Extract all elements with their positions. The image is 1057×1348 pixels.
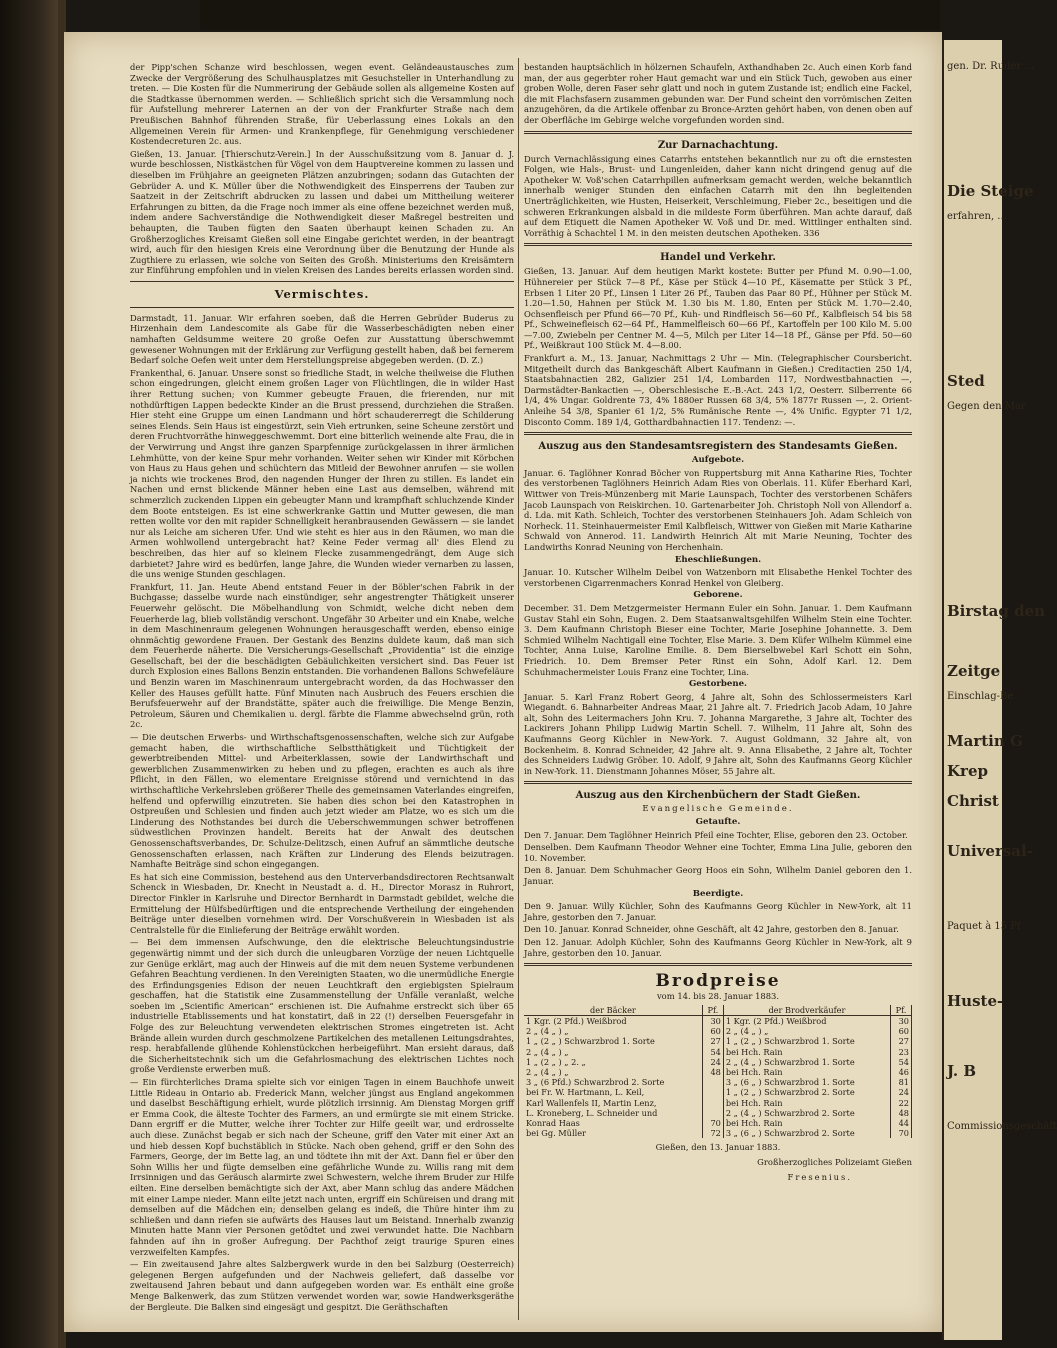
price-left: 54 [702, 1047, 723, 1057]
paragraph: Es hat sich eine Commission, bestehend aus den Unterverbandsdirectoren Rechtsanwalt Schenck in Wiesbaden, Dr. Knecht in Neustadt a. d. H., Director Morasz in Ruhrort, Director Finkler in Karlsruhe und Director Bernhardt in Darmstadt gebildet, welche die Ermittelung der Hülfsbedürftigen und die entsprechende Vertheilung der eingehenden Beiträge unter dieselben vornehmen wird. Der Vorschußverein in Wiesbaden ist als Centralstelle für die Einlieferung der Beiträge erwählt worden. [130, 871, 514, 935]
table-row [524, 1128, 912, 1138]
fragment-text: Martin G [947, 732, 1023, 750]
price-left [702, 1108, 723, 1118]
table-row [524, 1015, 912, 1026]
adjacent-page-edge [942, 40, 1057, 1340]
section-heading-vermischtes: Vermischtes. [274, 286, 370, 301]
divider [524, 432, 912, 435]
table-row [524, 1077, 912, 1087]
brodpreise-table [524, 1005, 912, 1139]
item-left: Konrad Haas [526, 1117, 580, 1128]
price-right: 48 [891, 1108, 912, 1118]
price-right: 27 [891, 1036, 912, 1046]
price-left: 24 [702, 1057, 723, 1067]
item-right: bei Hch. Rain [725, 1097, 783, 1108]
item-left: 1 „ (2 „ ) „ 2. „ [526, 1056, 586, 1067]
item-left: 1 Kgr. (2 Pfd.) Weißbrod [526, 1015, 627, 1026]
divider [130, 307, 514, 308]
price-right: 22 [891, 1098, 912, 1108]
price-right: 44 [891, 1118, 912, 1128]
paragraph: — Ein zweitausend Jahre altes Salzbergwerk wurde in den bei Salzburg (Oesterreich) gelegenen Bergen aufgefunden und der Nachweis geliefert, daß dasselbe vor zweitausend Jahren bebaut und dann aufgegeben worden war. Es enthält eine große Menge Balkenwerk, das zum Stützen verwendet worden war, sowie Handwerksgeräthe der Bergleute. Die Balken sind eingesägt und gespitzt. Die Geräthschaften [130, 1259, 514, 1312]
item-left: bei Fr. W. Hartmann, L. Keil, [526, 1087, 645, 1098]
subheading-getaufte: Getaufte. [695, 817, 741, 828]
item-left: 1 „ (2 „ ) Schwarzbrod 1. Sorte [526, 1036, 655, 1047]
paragraph: Januar. 5. Karl Franz Robert Georg, 4 Jahre alt, Sohn des Schlossermeisters Karl Wiegandt. 6. Bahnarbeiter Andreas Maar, 21 Jahre alt. 7. Friedrich Jacob Adam, 10 Jahre alt, Sohn des Leitermachers John Kru. 7. Johanna Margarethe, 3 Jahre alt, Tochter des Lackirers Johann Philipp Ludwig Martin Schell. 7. Wilhelm, 11 Jahre alt, Sohn des Kaufmanns Georg Küchler in New-York. 7. August Goldmann, 32 Jahre alt, von Bockenheim. 8. Konrad Schneider, 42 Jahre alt. 9. Anna Elisabethe, 2 Jahre alt, Tochter des Schneiders Ludwig Gröber. 10. Adolf, 9 Jahre alt, Sohn des Kaufmanns Georg Küchler in New-York. 11. Dienstmann Johannes Möser, 55 Jahre alt. [524, 691, 912, 776]
paragraph: Gießen, 13. Januar. [Thierschutz-Verein.] In der Ausschußsitzung vom 8. Januar d. J. wurde beschlossen, Nistkästchen für Vögel von dem Hauptvereine kommen zu lassen und dieselben im Frühjahre an geeigneten Plätzen anzubringen; sodann das Gutachten der Gebrüder A. und K. Müller über die Nothwendigkeit des Einsperrens der Tauben zur Saatzeit in der Zeitschrift abdrucken zu lassen und dabei um Mittheilung weiterer Erfahrungen zu bitten, da die Frage noch immer als eine offene bezeichnet werden muß, indem andere Sachverständige die Nothwendigkeit dieser Maßregel bestreiten und behaupten, die Tauben fügten den Saaten überhaupt keinen Schaden zu. An Großherzogliches Kreisamt Gießen soll eine Eingabe gerichtet werden, in der beantragt wird, auch für den hiesigen Kreis eine Verordnung über die Benutzung der Hunde als Zugthiere zu erlassen, wie solche von Seiten des Großh. Ministeriums den Kreisämtern zur Einführung empfohlen und in vielen Kreisen des Landes bereits erlassen worden sind. [130, 148, 514, 276]
paragraph: Frankenthal, 6. Januar. Unsere sonst so friedliche Stadt, in welche theilweise die Fluthen schon eingedrungen, gleicht einem großen Lager von Flüchtlingen, die in wilder Hast ihrer Rettung suchen; von Kummer gebeugte Frauen, die frierenden, nur mit nothdürftigen Lappen bedeckte Kinder an die Brust pressend, durchziehen die Straßen. Hier steht eine Gruppe um einen Landmann und hört schaudererregt die Schilderung seines Elends. Sein Haus ist eingestürzt, sein Vieh ertrunken, seine Scheune zerstört und deren Fruchtvorräthe hinweggeschwemmt. Dort eine bitterlich weinende alte Frau, die in der Verwirrung und Angst ihre ganzen Sparpfennige zurückgelassen in ihrer ärmlichen Lehmhütte, von der keine Spur mehr vorhanden. Weiter sehen wir Kinder mit Körbchen von Haus zu Haus gehen und schüchtern das Mitleid der Bewohner anrufen — sie wollen ja nichts wie trockenes Brod, den nagenden Hunger der Ihren zu stillen. Es landet ein Nachen und ernst blickende Männer heben eine Last aus demselben, während mit schmerzlich zuckenden Lippen ein gebeugter Mann und krampfhaft schluchzende Kinder dem Boote entsteigen. Es ist eine schwerkranke Gattin und Mutter gewesen, die man retten wollte vor den mit rapider Schnelligkeit heranbrausenden Gewässern — sie landet nur als Leiche am sicheren Ufer. Und wie steht es hier aus in den Räumen, wo man die Armen wohlwollend untergebracht hat? Keine Feder vermag all' dies Elend zu beschreiben, das hier auf so kleinem Flecke zusammengedrängt, dem Auge sich darbietet? Jahre wird es bedürfen, lange Jahre, die Wunden wieder vernarben zu lassen, die uns wenige Stunden geschlagen. [130, 367, 514, 580]
header-pf: Pf. [891, 1005, 912, 1016]
section-heading-kirchenbuecher: Auszug aus den Kirchenbüchern der Stadt Gießen. [575, 790, 861, 802]
fragment-text: gen. Dr. Ruder ... [947, 61, 1034, 72]
table-row [524, 1087, 912, 1097]
book-edge [0, 0, 58, 1348]
table-row [524, 1036, 912, 1046]
fragment-text: Commissionsgeschäft [947, 1121, 1057, 1132]
price-right: 60 [891, 1026, 912, 1036]
item-right: 1 „ (2 „ ) Schwarzbrod 2. Sorte [725, 1087, 855, 1098]
item-right: 1 „ (2 „ ) Schwarzbrod 1. Sorte [725, 1036, 855, 1047]
paragraph: December. 31. Dem Metzgermeister Hermann Euler ein Sohn. Januar. 1. Dem Kaufmann Gustav Stahl ein Sohn, Eugen. 2. Dem Staatsanwaltsgehilfen Wilhelm Stein eine Tochter. 3. Dem Kaufmann Christoph Bieser eine Tochter, Marie Josephine Johannette. 3. Dem Schmied Wilhelm Nachtigall eine Tochter, Else Marie. 3. Dem Küfer Wilhelm Kümmel eine Tochter, Anna Luise, Karoline Emilie. 8. Dem Bierselbwebel Karl Schott ein Sohn, Friedrich. 10. Dem Bremser Peter Rinst ein Sohn, Adolf Karl. 12. Dem Schuhmachermeister Louis Franz eine Tochter, Lina. [524, 602, 912, 677]
fragment-text: Birstag den [947, 602, 1046, 620]
paragraph: Darmstadt, 11. Januar. Wir erfahren soeben, daß die Herren Gebrüder Buderus zu Hirzenhain dem Landescomite als Gabe für die Wasserbeschädigten neben einer namhaften Geldsumme weitere 20 große Oefen zur Ausstattung überschwemmt gewesener Wohnungen mit der Erklärung zur Verfügung gestellt haben, daß bei fernerem Bedarf solche Oefen weit unter dem Herstellungspreise abgegeben werden. (D. Z.) [130, 312, 514, 366]
fragment-text: Universal- [947, 842, 1033, 860]
subheading-aufgebote: Aufgebote. [691, 455, 745, 466]
paragraph: — Bei dem immensen Aufschwunge, den die elektrische Beleuchtungsindustrie gegenwärtig nimmt und der sich durch die unleugbaren Vorzüge der neuen Lichtquelle zur Genüge erklärt, mag auch der Hinweis auf die mit dem neuen Systeme verbundenen Gefahren Beachtung verdienen. In den Vereinigten Staaten, wo die unermüdliche Energie des Erfindungsgenies Edison der neuen Leuchtkraft den ergiebigsten Spielraum geschaffen, hat die Statistik eine Zusammenstellung der Unfälle veranlaßt, welche soeben im „Scientific American“ erschienen ist. Die Aufnahme erstreckt sich über 65 industrielle Etablissements und hat konstatirt, daß in 22 (!) derselben Feuersgefahr in Folge des zur Beleuchtung verwendeten elektrischen Stromes eingetreten ist. Acht Brände allein wurden durch geschmolzene Partikelchen des metallenen Leitungsdrahtes, resp. herabfallende glühende Kohlenstückchen herbeigeführt. Man ersieht daraus, daß die Sicherheitstechnik sich um die Gefahrlosmachung des elektrischen Lichtes noch große Verdienste erwerben muß. [130, 937, 514, 1075]
brodpreise-title: Brodpreise [655, 971, 781, 992]
subheading-beerdigte: Beerdigte. [692, 888, 744, 899]
section-heading-handel: Handel und Verkehr. [660, 252, 776, 264]
item-right: 2 „ (4 „ ) Schwarzbrod 1. Sorte [725, 1056, 855, 1067]
fragment-text: Sted [947, 372, 985, 390]
price-left [702, 1077, 723, 1087]
header-brodverkaeufer: der Brodverkäufer [723, 1005, 890, 1016]
brodpreise-date: Gießen, den 13. Januar 1883. [655, 1142, 781, 1153]
item-right: 1 Kgr. (2 Pfd.) Weißbrod [725, 1015, 827, 1026]
price-left: 27 [702, 1036, 723, 1046]
fragment-text: Huste- [947, 992, 1004, 1010]
subheading-geborene: Geborene. [693, 590, 743, 601]
fragment-text: Christ [947, 792, 999, 810]
table-row [524, 1118, 912, 1128]
paragraph: Den 10. Januar. Konrad Schneider, ohne Geschäft, alt 42 Jahre, gestorben den 8. Januar. [524, 924, 899, 935]
right-column [524, 62, 912, 1182]
item-right: bei Hch. Rain [725, 1066, 783, 1077]
paragraph: Januar. 6. Taglöhner Konrad Böcher von Ruppertsburg mit Anna Katharine Ries, Tochter des verstorbenen Taglöhners Heinrich Adam Ries von Oberlais. 11. Küfer Eberhard Karl, Wittwer von Treis-Münzenberg mit Marie Launspach, Tochter des verstorbenen Schäfers Jacob Launspach von Reiskirchen. 10. Gartenarbeiter Joh. Christoph Noll von Allendorf a. d. Lda. mit Kath. Schleich, Tochter des verstorbenen Steinhauers Joh. Adam Schleich von Norheck. 11. Steinhauermeister Emil Kalbfleisch, Wittwer von Gießen mit Marie Katharine Schwald von Annerod. 11. Landwirth Heinrich Alt mit Marie Neuning, Tochter des Landwirths Konrad Neuning von Herchenhain. [524, 467, 912, 552]
subheading-evangelische-gemeinde: Evangelische Gemeinde. [642, 804, 794, 815]
brodpreise-period: vom 14. bis 28. Januar 1883. [656, 991, 780, 1002]
item-left: 3 „ (6 Pfd.) Schwarzbrod 2. Sorte [526, 1077, 665, 1088]
fragment-text: Zeitge [947, 662, 1001, 680]
fragment-text: erfahren, ... [947, 211, 1007, 222]
fragment-text: J. B [947, 1062, 977, 1080]
item-right: 2 „ (4 „ ) Schwarzbrod 2. Sorte [725, 1107, 855, 1118]
divider [524, 963, 912, 966]
table-row [524, 1057, 912, 1067]
brodpreise-authority: Großherzogliches Polizeiamt Gießen [757, 1156, 912, 1167]
table-row [524, 1108, 912, 1118]
price-left: 72 [702, 1128, 723, 1138]
item-right: 2 „ (4 „ ) „ [725, 1026, 769, 1037]
item-right: bei Hch. Rain [725, 1046, 783, 1057]
price-left: 70 [702, 1118, 723, 1128]
header-baecker: der Bäcker [524, 1005, 702, 1016]
paragraph: Den 12. Januar. Adolph Küchler, Sohn des Kaufmanns Georg Küchler in New-York, alt 9 Jahre, gestorben den 10. Januar. [524, 936, 912, 958]
left-column [130, 62, 514, 1314]
subheading-eheschliessungen: Eheschließungen. [674, 554, 762, 565]
paragraph: Den 9. Januar. Willy Küchler, Sohn des Kaufmanns Georg Küchler in New-York, alt 11 Jahre, gestorben den 7. Januar. [524, 901, 912, 922]
item-right: bei Hch. Rain [725, 1117, 783, 1128]
subheading-gestorbene: Gestorbene. [688, 679, 748, 690]
paragraph: Gießen, 13. Januar. Auf dem heutigen Markt kostete: Butter per Pfund M. 0.90—1.00, Hühnereier per Stück 7—8 Pf., Käse per Stück 4—10 Pf., Käsematte per Stück 3 Pf., Erbsen 1 Liter 20 Pf., Linsen 1 Liter 26 Pf., Tauben das Paar 80 Pf., Hühner per Stück M. 1.20—1.50, Hahnen per Stück M. 1.30 bis M. 1.80, Enten per Stück M. 1.70—2.40, Ochsenfleisch per Pfund 66—70 Pf., Kuh- und Rindfleisch 56—60 Pf., Kalbfleisch 54 bis 58 Pf., Schweinefleisch 62—64 Pf., Hammelfleisch 60—66 Pf., Kartoffeln per 100 Kilo M. 5.00—7.00, Zwiebeln per Centner M. 4—5, Milch per Liter 14—18 Pf., Gänse per Pfd. 50—60 Pf., Weißkraut 100 Stück M. 4—8.00. [524, 266, 912, 351]
divider [524, 243, 912, 246]
paragraph: Januar. 10. Kutscher Wilhelm Deibel von Watzenborn mit Elisabethe Henkel Tochter des verstorbenen Cigarrenmachers Konrad Henkel von Gleiberg. [524, 567, 912, 588]
section-heading-standesamt: Auszug aus den Standesamtsregistern des Standesamts Gießen. [538, 441, 898, 453]
paragraph: — Die deutschen Erwerbs- und Wirthschaftsgenossenschaften, welche sich zur Aufgabe gemacht haben, die wirthschaftliche Selbstthätigkeit und Tüchtigkeit der gewerbtreibenden Mittel- und Arbeiterklassen, sowie der Landwirthschaft und gewerblichen Zusammenwirken zu heben und zu pflegen, erachten es auch als ihre Pflicht, in den Fällen, wo elementare Ereignisse störend und vernichtend in das wirthschaftliche Verkehrsleben größerer Theile des gemeinsamen Vaterlandes eingreifen, helfend und opferwillig einzutreten. Sie haben dies schon bei den Katastrophen in Ostpreußen und Schlesien und finden auch jetzt wieder am Platze, wo es sich um die Linderung des Nothstandes bei durch die Ueberschwemmungen schwer betroffenen südwestlichen Provinzen handelt. Bereits hat der Anwalt des deutschen Genossenschaftsverbandes, Dr. Schulze-Delitzsch, einen Aufruf an sämmtliche deutsche Genossenschaften erlassen, nach Kräften zur Linderung des Elends beizutragen. Namhafte Beiträge sind schon eingegangen. [130, 732, 514, 870]
price-left: 60 [702, 1026, 723, 1036]
section-heading-darnachachtung: Zur Darnachachtung. [657, 139, 779, 151]
divider [130, 281, 514, 282]
paragraph: Frankfurt, 11. Jan. Heute Abend entstand Feuer in der Böbler'schen Fabrik in der Buchgasse; dasselbe wurde nach einstündiger, sehr angestrengter Thätigkeit unserer Feuerwehr gelöscht. Die Möbelhandlung von Schmidt, welche dicht neben dem Feuerherde lag, blieb vollständig verschont. Ungefähr 30 Arbeiter und ein Knabe, welche in dem Maschinenraum gelegenen Wohnungen herausgeschafft werden, ebenso einige ohnmächtig gewordene Frauen. Der Gestank des Benzins duldete kaum, daß man sich dem Feuerherde näherte. Die Versicherungs-Gesellschaft „Providentia“ ist die einzige Gesellschaft, bei der die beschädigten Gebäulichkeiten versichert sind. Das Feuer ist durch Explosion eines Ballons Benzin entstanden. Die vorhandenen Ballons Schwefeläure und Benzin waren im Maschinenraum untergebracht worden, da das Hochwasser den Keller des Hauses gefüllt hatte. Fünf Minuten nach Ausbruch des Feuers erschien die Berufsfeuerwehr auf der Brandstätte, später auch die freiwillige. Die Menge Benzin, Petroleum, Säuren und Chemikalien u. dergl. färbte die Flamme abwechselnd grün, roth 2c. [130, 581, 514, 730]
fragment-text: Paquet à 15 Pf [947, 921, 1021, 932]
fragment-text: Gegen den Mar [947, 401, 1026, 412]
price-left: 30 [702, 1015, 723, 1026]
price-right: 30 [891, 1015, 912, 1026]
price-right: 54 [891, 1057, 912, 1067]
price-left [702, 1087, 723, 1097]
price-right: 23 [891, 1047, 912, 1057]
paragraph: Den 7. Januar. Dem Taglöhner Heinrich Pfeil eine Tochter, Elise, geboren den 23. October. [524, 829, 908, 840]
price-right: 24 [891, 1087, 912, 1097]
header-pf: Pf. [702, 1005, 723, 1016]
paragraph: Denselben. Dem Kaufmann Theodor Wehner eine Tochter, Emma Lina Julie, geboren den 10. November. [524, 842, 912, 863]
item-left: 2 „ (4 „ ) „ [526, 1066, 569, 1077]
column-divider [518, 58, 519, 1320]
scan-background [200, 0, 940, 30]
table-row [524, 1098, 912, 1108]
price-left [702, 1098, 723, 1108]
fragment-text: Einschlag-Be [947, 691, 1014, 702]
table-row [524, 1047, 912, 1057]
fragment-text: Krep [947, 762, 988, 780]
item-left: L. Kroneberg, L. Schneider und [526, 1107, 658, 1118]
price-left: 48 [702, 1067, 723, 1077]
divider [524, 781, 912, 784]
item-left: 2 „ (4 „ ) „ [526, 1046, 569, 1057]
price-right: 46 [891, 1067, 912, 1077]
item-left: 2 „ (4 „ ) „ [526, 1026, 569, 1037]
table-row [524, 1067, 912, 1077]
paragraph: Frankfurt a. M., 13. Januar, Nachmittags 2 Uhr — Min. (Telegraphischer Coursbericht. Mitgetheilt durch das Bankgeschäft Albert Kaufmann in Gießen.) Creditactien 250 1/4, Staatsbahnactien 282, Galizier 251 1/4, Lombarden 117, Nordwestbahnactien —, Darmstädter-Bankactien —, Oberschlesische E.-B.-Act. 243 1/2, Oesterr. Silberrente 66 1/4, 4% Ungar. Goldrente 73, 4% 1880er Russen 68 3/4, 5% 1877r Russen —, 2. Orient-Anleihe 54 3/8, Spanier 61 1/2, 5% Rumänische Rente —, 4% Unific. Egypter 71 1/2, Disconto Comm. 189 1/4, Gotthardbahnactien 117. Tendenz: —. [524, 353, 912, 427]
price-right: 81 [891, 1077, 912, 1087]
paragraph: Durch Vernachlässigung eines Catarrhs entstehen bekanntlich nur zu oft die ernstesten Folgen, wie Hals-, Brust- und Lungenleiden, daher kann nicht dringend genug auf die Apotheker W. Voß'schen Catarrhpillen aufmerksam gemacht werden, welche bekanntlich innerhalb weniger Stunden den einfachen Catarrh mit den ihn begleitenden Unerträglichkeiten, wie Husten, Heiserkeit, Verschleimung, Fieber 2c., beseitigen und die schweren Erkrankungen alsbald in die mildeste Form überführen. Man achte darauf, daß auf dem Etiquett die Namen Apotheker W. Voß und Dr. med. Wittlinger enthalten sind. Vorräthig à Schachtel 1 M. in den meisten deutschen Apotheken. 336 [524, 153, 912, 238]
paragraph: Den 8. Januar. Dem Schuhmacher Georg Hoos ein Sohn, Wilhelm Daniel geboren den 1. Januar. [524, 865, 912, 886]
item-right: 3 „ (6 „ ) Schwarzbrod 1. Sorte [725, 1077, 855, 1088]
table-row [524, 1026, 912, 1036]
paragraph: bestanden hauptsächlich in hölzernen Schaufeln, Axthandhaben 2c. Auch einen Korb fand man, der aus gegerbter roher Haut gemacht war und ein Stück Tuch, gewoben aus einer groben Wolle, deren Faser sehr glatt und noch in gutem Zustande ist; endlich eine Fackel, die mit Flachsfasern zusammen gebunden war. Der Fund scheint den vorrömischen Zeiten anzugehören, da die Artikele offenbar zu Bronce-Arzten gehört haben, von denen oben auf der Oberfläche im Gebirge welche vorgefunden worden sind. [524, 62, 912, 125]
fragment-text: Die Steige [947, 182, 1034, 200]
brodpreise-signature: Fresenius. [787, 1171, 852, 1182]
paragraph: — Ein fürchterliches Drama spielte sich vor einigen Tagen in einem Bauchhofe unweit Little Rideau in Ontario ab. Frederick Mann, welcher jüngst aus England angekommen und daselbst Beschäftigung erhielt, wurde plötzlich irrsinnig. Am Dienstag Morgen griff er Emma Cook, die älteste Tochter des Farmers, an und ermürgte sie mit einem Stricke. Dann ergriff er die Mutter, welche ihrer Tochter zur Hilfe geeilt war, und erdrosselte auch diese. Zunächst begab er sich nach der Scheune, griff den Vater mit einer Axt an und hieb dessen Kopf buchstäblich in Stücke. Nach oben gehend, griff er den Sohn des Farmers, George, der im Bette lag, an und tödtete ihn mit der Axt. Dann fiel er über den Sohn Willis her und fügte demselben eine gefährliche Wunde zu. Willis rang mit dem Irrsinnigen und das Geräusch alarmirte zwei Schwestern, welche ihrem Bruder zur Hilfe eilten. Eine derselben bemächtigte sich der Axt, aber Mann schlug das andere Mädchen mit einer Lampe nieder. Mann eilte jetzt nach unten, ergriff ein Schüreisen und drang mit demselben auf die Mädchen ein; denselben gelang es indeß, die Thüre hinter ihm zu schließen und dann riefen sie aufwärts des Hauses laut um Beistand. Innerhalb zwanzig Minuten hatte Mann vier Personen getödtet und zwei verwundet hatte. Die Nachbarn fahnden auf ihn in großer Aufregung. Der Pachthof zeigt traurige Spuren eines verzweifelten Kampfes. [130, 1077, 514, 1257]
item-right: 3 „ (6 „ ) Schwarzbrod 2. Sorte [725, 1128, 855, 1139]
price-right: 70 [891, 1128, 912, 1138]
item-left: bei Gg. Müller [526, 1128, 586, 1139]
item-left: Karl Wallenfels II, Martin Lenz, [526, 1097, 657, 1108]
paragraph: der Pipp'schen Schanze wird beschlossen, wegen event. Geländeaustausches zum Zwecke der Vergrößerung des Schulhausplatzes mit Gesuchsteller in Unterhandlung zu treten. — Die Kosten für die Nummerirung der Gebäude sollen als allgemeine Kosten auf die Stadtkasse übernommen werden. — Schließlich spricht sich die Versammlung noch für Aufstellung mehrerer Laternen an der von der Frankfurter Straße nach dem Preußischen Bahnhof führenden Straße, für Ueberlassung eines Lokals an den Allgemeinen Verein für Armen- und Krankenpflege, für Genehmigung verschiedener Kostendecreturen 2c. aus. [130, 62, 514, 147]
divider [524, 131, 912, 134]
